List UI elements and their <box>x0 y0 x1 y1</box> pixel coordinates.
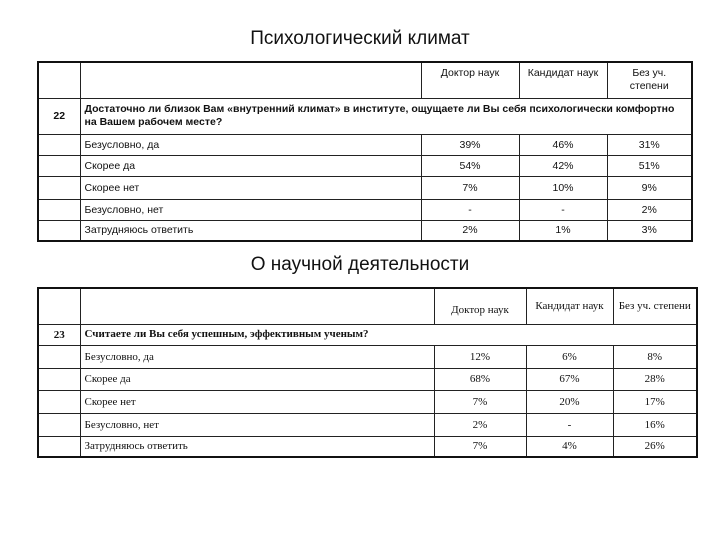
value-doctor: 7% <box>434 436 526 457</box>
header-doctor: Доктор наук <box>434 288 526 324</box>
answer-label: Безусловно, да <box>80 345 434 368</box>
table-row <box>38 134 692 155</box>
header-blank-cell <box>80 288 434 324</box>
header-no-degree: Без уч. степени <box>607 62 692 98</box>
answer-label: Затрудняюсь ответить <box>80 220 421 241</box>
question-text: Достаточно ли близок Вам «внутренний климат» в институте, ощущаете ли Вы себя психологически комфортно на Вашем рабочем месте? <box>80 98 692 134</box>
value-doctor: 7% <box>421 176 519 199</box>
value-candidate: 67% <box>526 368 613 390</box>
value-doctor: 2% <box>434 413 526 436</box>
table-row <box>38 436 697 457</box>
answer-label: Скорее нет <box>80 176 421 199</box>
header-candidate: Кандидат наук <box>519 62 607 98</box>
value-doctor: 39% <box>421 134 519 155</box>
answer-label: Безусловно, нет <box>80 199 421 220</box>
value-no-degree: 28% <box>613 368 697 390</box>
value-candidate: 46% <box>519 134 607 155</box>
answer-label: Скорее да <box>80 368 434 390</box>
table-psych-climate <box>37 61 693 242</box>
header-doctor: Доктор наук <box>421 62 519 98</box>
value-doctor: 2% <box>421 220 519 241</box>
table-row <box>38 345 697 368</box>
value-doctor: 68% <box>434 368 526 390</box>
value-no-degree: 2% <box>607 199 692 220</box>
value-doctor: 12% <box>434 345 526 368</box>
table-row <box>38 390 697 413</box>
value-no-degree: 51% <box>607 155 692 176</box>
value-no-degree: 26% <box>613 436 697 457</box>
table-row <box>38 176 692 199</box>
answer-label: Безусловно, нет <box>80 413 434 436</box>
value-doctor: 7% <box>434 390 526 413</box>
value-no-degree: 31% <box>607 134 692 155</box>
table-row <box>38 199 692 220</box>
table-science <box>37 287 698 458</box>
answer-label: Затрудняюсь ответить <box>80 436 434 457</box>
header-candidate: Кандидат наук <box>526 288 613 324</box>
table-row <box>38 155 692 176</box>
answer-label: Скорее да <box>80 155 421 176</box>
value-candidate: 10% <box>519 176 607 199</box>
value-candidate: - <box>526 413 613 436</box>
table-row <box>38 368 697 390</box>
answer-label: Безусловно, да <box>80 134 421 155</box>
header-no-degree: Без уч. степени <box>613 288 697 324</box>
question-number: 22 <box>38 98 80 134</box>
section-title-psych-climate: Психологический климат <box>250 28 470 49</box>
value-no-degree: 3% <box>607 220 692 241</box>
value-candidate: - <box>519 199 607 220</box>
value-candidate: 1% <box>519 220 607 241</box>
header-blank-cell <box>38 288 80 324</box>
value-candidate: 4% <box>526 436 613 457</box>
header-blank-cell <box>38 62 80 98</box>
value-no-degree: 17% <box>613 390 697 413</box>
value-no-degree: 8% <box>613 345 697 368</box>
section-title-science: О научной деятельности <box>250 254 470 275</box>
value-candidate: 42% <box>519 155 607 176</box>
answer-label: Скорее нет <box>80 390 434 413</box>
question-text: Считаете ли Вы себя успешным, эффективным ученым? <box>80 324 697 345</box>
value-no-degree: 16% <box>613 413 697 436</box>
table-row <box>38 413 697 436</box>
header-blank-cell <box>80 62 421 98</box>
value-candidate: 20% <box>526 390 613 413</box>
value-no-degree: 9% <box>607 176 692 199</box>
value-candidate: 6% <box>526 345 613 368</box>
question-number: 23 <box>38 324 80 345</box>
value-doctor: - <box>421 199 519 220</box>
table-row <box>38 220 692 241</box>
value-doctor: 54% <box>421 155 519 176</box>
